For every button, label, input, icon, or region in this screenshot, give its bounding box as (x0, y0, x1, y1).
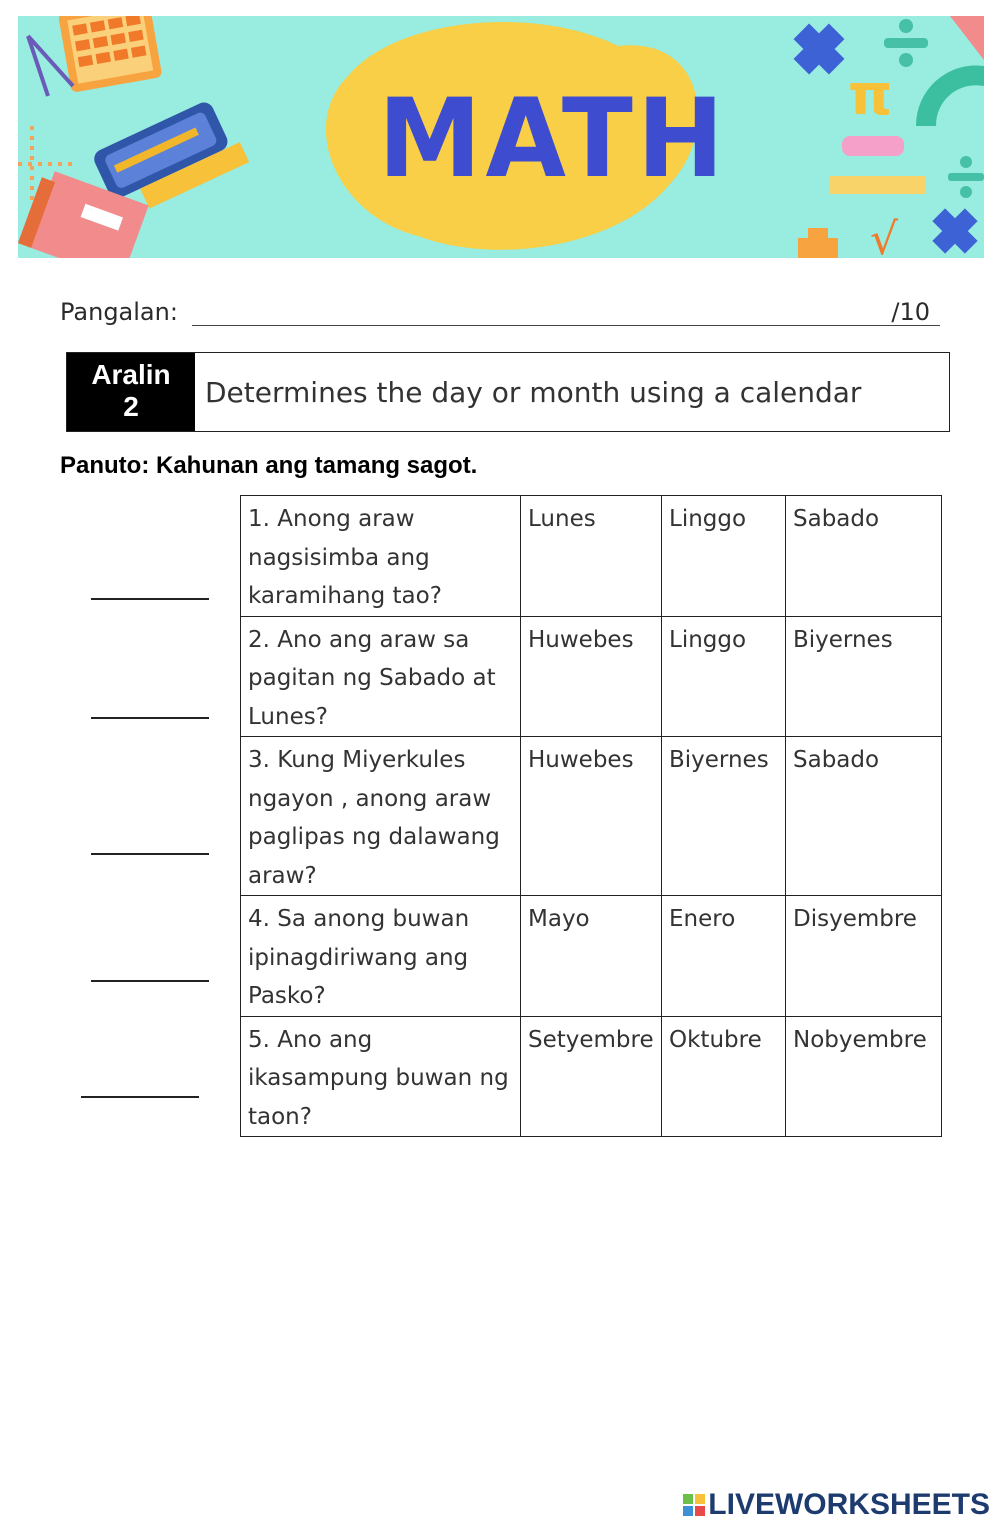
name-input-line[interactable] (192, 325, 940, 326)
choice-cell[interactable]: Mayo (521, 896, 662, 1017)
protractor-icon (916, 65, 984, 126)
logo-mark-icon (683, 1494, 705, 1516)
pi-icon: π (848, 63, 893, 128)
table-row (241, 896, 942, 1017)
multiply-icon-small (932, 208, 977, 253)
calculator-icon (58, 16, 162, 93)
table-row (241, 1016, 942, 1137)
lesson-header (66, 352, 950, 432)
multiply-icon (794, 24, 845, 75)
ruler-icon (830, 176, 926, 194)
liveworksheets-logo (683, 1488, 990, 1522)
question-cell: 4. Sa anong buwan ipinagdiriwang ang Pasko? (241, 896, 521, 1017)
sqrt-icon: √ (870, 214, 899, 258)
choice-cell[interactable]: Huwebes (521, 616, 662, 737)
name-label: Pangalan: (60, 298, 178, 326)
lesson-tag-text: Aralin 2 (91, 359, 171, 422)
answer-blank-4[interactable] (91, 980, 209, 982)
choice-cell[interactable]: Sabado (786, 737, 942, 896)
divide-icon-small (948, 156, 984, 198)
plus-icon (798, 228, 838, 258)
banner-title: MATH (378, 73, 728, 203)
choice-cell[interactable]: Biyernes (662, 737, 786, 896)
lesson-objective: Determines the day or month using a calendar (205, 376, 862, 409)
choice-cell[interactable]: Lunes (521, 496, 662, 617)
math-banner (18, 16, 984, 258)
lesson-tag (67, 353, 195, 431)
choice-cell[interactable]: Huwebes (521, 737, 662, 896)
choice-cell[interactable]: Oktubre (662, 1016, 786, 1137)
logo-text: LIVEWORKSHEETS (708, 1488, 990, 1521)
choice-cell[interactable]: Enero (662, 896, 786, 1017)
triangle-ruler-icon (950, 16, 984, 60)
question-cell: 2. Ano ang araw sa pagitan ng Sabado at Lunes? (241, 616, 521, 737)
choice-cell[interactable]: Linggo (662, 616, 786, 737)
divide-icon (884, 19, 928, 67)
question-table (240, 495, 942, 1137)
eraser-icon (842, 136, 904, 156)
question-cell: 5. Ano ang ikasampung buwan ng taon? (241, 1016, 521, 1137)
answer-blank-5[interactable] (81, 1096, 199, 1098)
question-cell: 1. Anong araw nagsisimba ang karamihang tao? (241, 496, 521, 617)
question-cell: 3. Kung Miyerkules ngayon , anong araw paglipas ng dalawang araw? (241, 737, 521, 896)
answer-blank-3[interactable] (91, 853, 209, 855)
table-row (241, 616, 942, 737)
choice-cell[interactable]: Sabado (786, 496, 942, 617)
choice-cell[interactable]: Linggo (662, 496, 786, 617)
answer-blank-2[interactable] (91, 717, 209, 719)
table-row (241, 737, 942, 896)
answer-blank-1[interactable] (91, 598, 209, 600)
choice-cell[interactable]: Biyernes (786, 616, 942, 737)
choice-cell[interactable]: Nobyembre (786, 1016, 942, 1137)
score-total: /10 (891, 298, 930, 326)
instruction-text: Panuto: Kahunan ang tamang sagot. (60, 452, 478, 479)
table-row (241, 496, 942, 617)
choice-cell[interactable]: Setyembre (521, 1016, 662, 1137)
choice-cell[interactable]: Disyembre (786, 896, 942, 1017)
name-line (60, 298, 930, 332)
